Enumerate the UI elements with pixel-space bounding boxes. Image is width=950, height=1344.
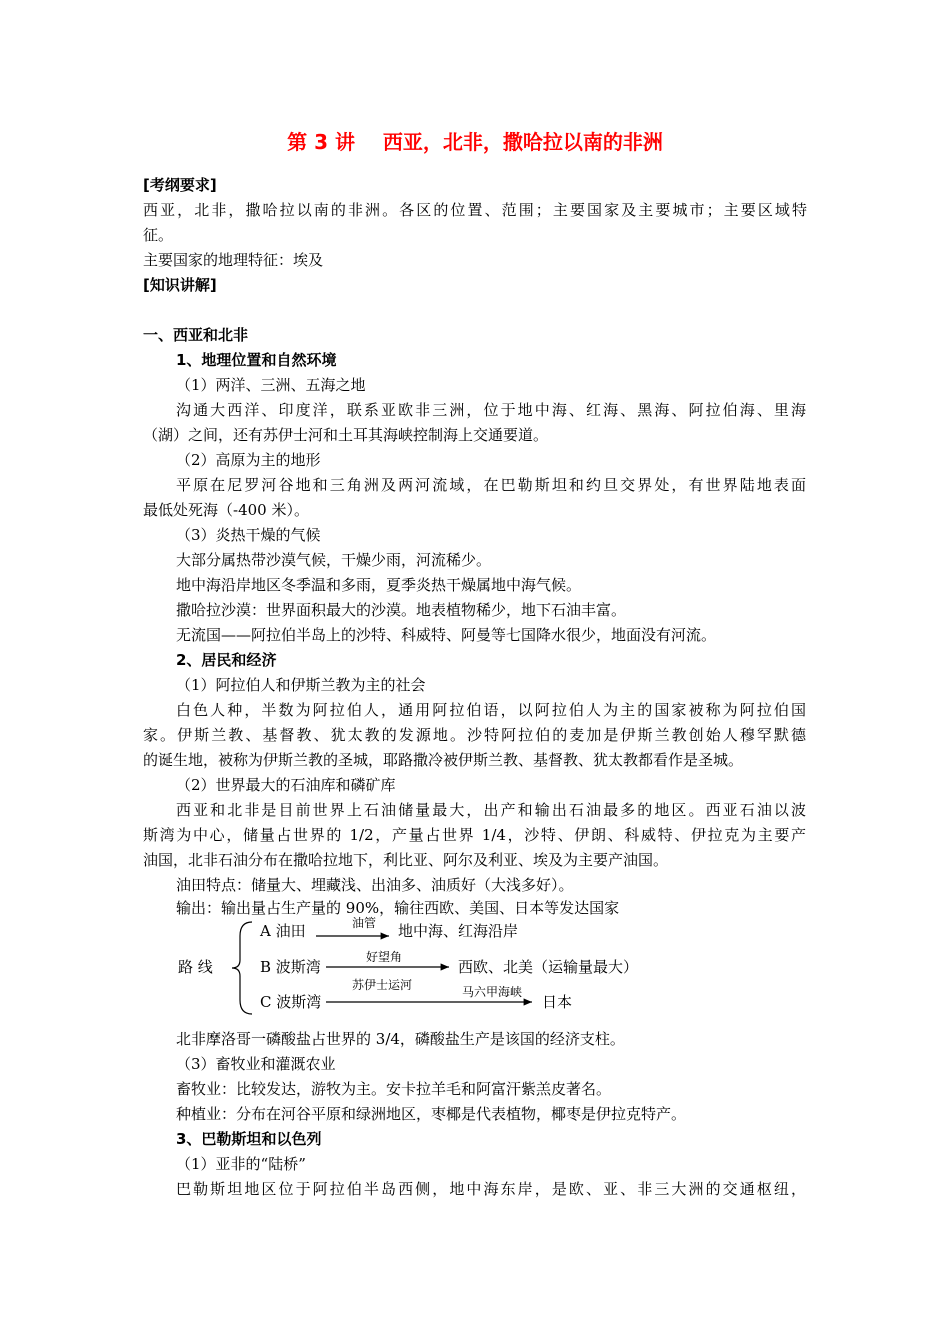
paragraph-line: 畜牧业：比较发达，游牧为主。安卡拉羊毛和阿富汗紫羔皮著名。: [176, 1080, 612, 1098]
route-brace: [232, 922, 252, 1014]
route-a-destination: 地中海、红海沿岸: [398, 922, 519, 940]
paragraph-line: 无流国——阿拉伯半岛上的沙特、科威特、阿曼等七国降水很少，地面没有河流。: [176, 626, 717, 644]
paragraph-line: 主要国家的地理特征：埃及: [143, 251, 324, 269]
item-heading: （1）阿拉伯人和伊斯兰教为主的社会: [176, 676, 426, 694]
item-heading: （1）亚非的“陆桥”: [176, 1155, 306, 1173]
paragraph-line: 平原在尼罗河谷地和三角洲及两河流域，在巴勒斯坦和约旦交界处，有世界陆地表面: [176, 476, 806, 494]
section-heading: 一、西亚和北非: [143, 326, 249, 344]
route-b-via-top: 好望角: [366, 950, 403, 964]
paragraph-line: 西亚和北非是目前世界上石油储量最大，出产和输出石油最多的地区。西亚石油以波: [176, 801, 806, 819]
paragraph-line: 沟通大西洋、印度洋，联系亚欧非三洲，位于地中海、红海、黑海、阿拉伯海、里海: [176, 401, 806, 419]
route-b-origin: B 波斯湾: [260, 958, 321, 976]
route-c-origin: C 波斯湾: [260, 993, 322, 1011]
page-title: 第 3 讲 西亚，北非，撒哈拉以南的非洲: [287, 130, 663, 154]
paragraph-line: 征。: [143, 226, 174, 244]
paragraph-line: 斯湾为中心，储量占世界的 1/2，产量占世界 1/4，沙特、伊朗、科威特、伊拉克为主要产: [143, 826, 806, 844]
route-c-via: 马六甲海峡: [462, 985, 523, 999]
routes-label: 路 线: [178, 958, 213, 976]
paragraph-line: 地中海沿岸地区冬季温和多雨，夏季炎热干燥属地中海气候。: [176, 576, 582, 594]
paragraph-line: 白色人种，半数为阿拉伯人，通用阿拉伯语，以阿拉伯人为主的国家被称为阿拉伯国: [176, 701, 806, 719]
knowledge-heading: [知识讲解]: [143, 276, 217, 294]
subsection-heading: 1、地理位置和自然环境: [176, 351, 337, 369]
paragraph-line: 的诞生地，被称为伊斯兰教的圣城，耶路撒冷被伊斯兰教、基督教、犹太教都看作是圣城。: [143, 751, 744, 769]
oil-export-routes-diagram: [176, 916, 676, 1026]
subsection-heading: 3、巴勒斯坦和以色列: [176, 1130, 322, 1148]
item-heading: （1）两洋、三洲、五海之地: [176, 376, 366, 394]
paragraph-line: 油田特点：储量大、埋藏浅、出油多、油质好（大浅多好）。: [176, 876, 574, 894]
route-a-via: 油管: [352, 916, 377, 930]
route-b-via-bottom: 苏伊士运河: [352, 978, 413, 992]
paragraph-line: 撒哈拉沙漠：世界面积最大的沙漠。地表植物稀少，地下石油丰富。: [176, 601, 627, 619]
paragraph-line: 大部分属热带沙漠气候，干燥少雨，河流稀少。: [176, 551, 492, 569]
paragraph-line: 西亚，北非，撒哈拉以南的非洲。各区的位置、范围；主要国家及主要城市；主要区域特: [143, 201, 807, 219]
route-a-origin: A 油田: [260, 922, 306, 940]
item-heading: （2）高原为主的地形: [176, 451, 321, 469]
route-c-destination: 日本: [542, 993, 573, 1011]
paragraph-line: 最低处死海（-400 米）。: [143, 501, 309, 519]
paragraph-line: 种植业：分布在河谷平原和绿洲地区，枣椰是代表植物，椰枣是伊拉克特产。: [176, 1105, 687, 1123]
item-heading: （3）畜牧业和灌溉农业: [176, 1055, 336, 1073]
item-heading: （2）世界最大的石油库和磷矿库: [176, 776, 396, 794]
outline-heading: [考纲要求]: [143, 176, 217, 194]
paragraph-line: 北非摩洛哥一磷酸盐占世界的 3/4，磷酸盐生产是该国的经济支柱。: [176, 1030, 625, 1048]
paragraph-line: （湖）之间，还有苏伊士河和土耳其海峡控制海上交通要道。: [143, 426, 549, 444]
paragraph-line: 油国，北非石油分布在撒哈拉地下，利比亚、阿尔及利亚、埃及为主要产油国。: [143, 851, 669, 869]
route-b-destination: 西欧、北美（运输量最大）: [458, 958, 639, 976]
item-heading: （3）炎热干燥的气候: [176, 526, 321, 544]
paragraph-line: 巴勒斯坦地区位于阿拉伯半岛西侧，地中海东岸，是欧、亚、非三大洲的交通枢纽，: [176, 1180, 806, 1198]
paragraph-line: 家。伊斯兰教、基督教、犹太教的发源地。沙特阿拉伯的麦加是伊斯兰教创始人穆罕默德: [143, 726, 806, 744]
paragraph-line: 输出：输出量占生产量的 90%，输往西欧、美国、日本等发达国家: [176, 899, 620, 917]
subsection-heading: 2、居民和经济: [176, 651, 277, 669]
